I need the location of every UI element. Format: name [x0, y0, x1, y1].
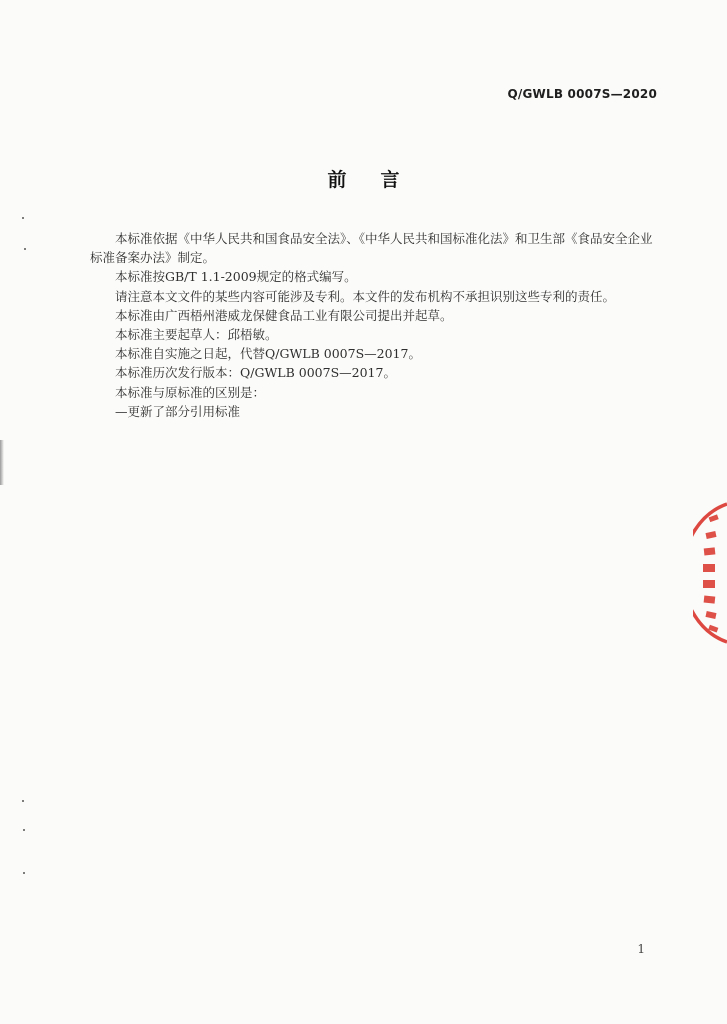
paragraph-format: 本标准按GB/T 1.1-2009规定的格式编写。 — [115, 269, 357, 285]
page-number: 1 — [637, 942, 645, 956]
paragraph-patent-notice: 请注意本文文件的某些内容可能涉及专利。本文件的发布机构不承担识别这些专利的责任。 — [115, 288, 616, 304]
foreword-body — [90, 229, 660, 421]
paragraph-drafting-org: 本标准由广西梧州港威龙保健食品工业有限公司提出并起草。 — [115, 307, 453, 323]
scan-edge-shadow — [0, 440, 4, 485]
paragraph-differences-intro: 本标准与原标准的区别是： — [115, 384, 266, 400]
scan-speck — [24, 248, 26, 250]
paragraph-main-drafter: 本标准主要起草人：邱梧敏。 — [115, 327, 278, 343]
paragraph-previous-versions: 本标准历次发行版本：Q/GWLB 0007S—2017。 — [115, 365, 396, 381]
paragraph-replaces: 本标准自实施之日起，代替Q/GWLB 0007S—2017。 — [115, 346, 421, 362]
document-code: Q/GWLB 0007S—2020 — [507, 87, 657, 101]
page-title: 前言 — [327, 169, 434, 191]
paragraph-difference-item: —更新了部分引用标准 — [115, 403, 241, 419]
scan-speck — [23, 829, 25, 831]
red-seal-stamp-icon — [693, 498, 727, 648]
paragraph-basis: 本标准依据《中华人民共和国食品安全法》、《中华人民共和国标准化法》和卫生部《食品安全企业标准备案办法》制定。 — [90, 231, 653, 266]
scan-speck — [23, 872, 25, 874]
scan-speck — [22, 800, 24, 802]
scan-speck — [22, 217, 24, 219]
